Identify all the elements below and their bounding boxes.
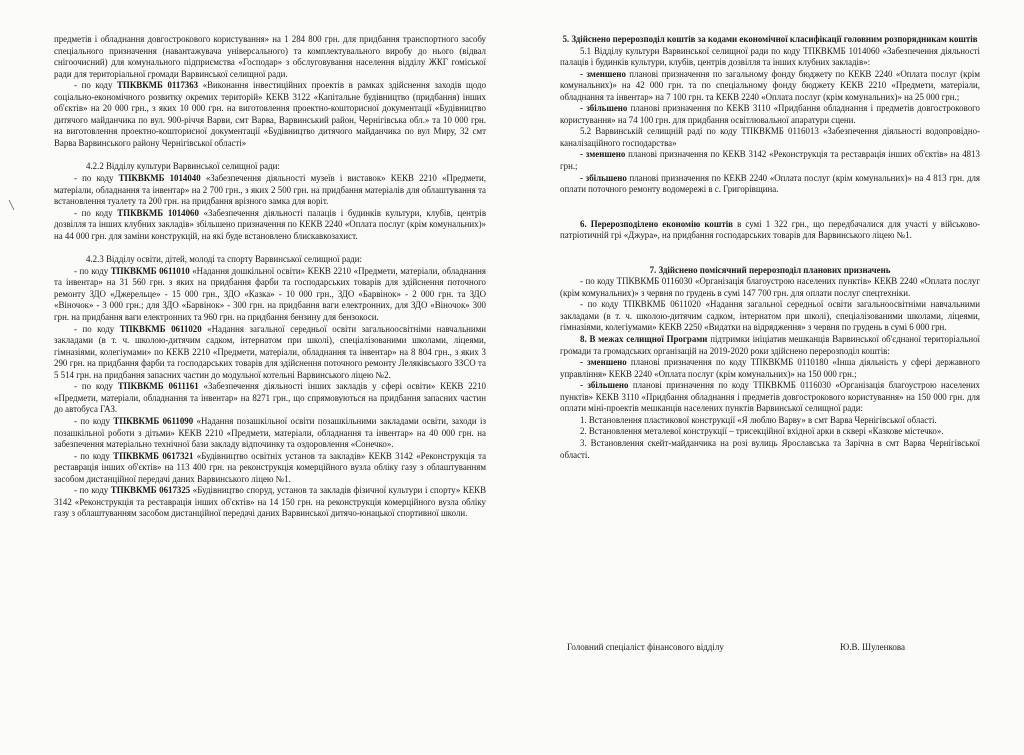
- paragraph: - збільшено планові призначення по КЕКВ 3110 «Придбання обладнання і предметів довгострокового користування» на 74 100 грн. для придбання освітлювальної апаратури сцени.: [560, 103, 980, 125]
- section-heading: 5. Здійснено перерозподіл коштів за кодами економічної класифікації головним розпорядникам коштів: [562, 34, 978, 44]
- right-column: [560, 34, 980, 461]
- paragraph: - зменшено планові призначення по загальному фонду бюджету по КЕКВ 2240 «Оплата послуг (крім комунальних)» на 42 000 грн. та по спеціальному фонду бюджету КЕКВ 2210 «Предмети, матеріали, обладнання та інвентар» на 7 100 грн. та КЕКВ 2240 «Оплата послуг (крім комунальних)» на 25 000 грн.;: [560, 68, 980, 102]
- budget-code: ТПКВКМБ 1014040: [118, 173, 201, 184]
- paragraph: - по коду ТПКВКМБ 1014040 «Забезпечення діяльності музеїв і виставок» КЕКВ 2210 «Предмети, матеріали, обладнання та інвентар» на 2 700 грн., з яких 2 500 грн. на придбання матеріалів для облаштування та встановлення туалету та 200 грн. на придбання врізного замка для воріт.: [54, 173, 487, 207]
- section-heading: 8. В межах селищної Програми підтримки ініціатив мешканців Варвинської об'єднаної територіальної громади та громадських організацій на 2019-2020 роки здійснено перерозподіл коштів:: [560, 334, 980, 356]
- section-heading: 4.2.3 Відділу освіти, дітей, молоді та спорту Варвинської селищної ради:: [86, 254, 362, 265]
- signature-name: Ю.В. Шуленкова: [840, 642, 906, 652]
- budget-code: ТПКВКМБ 0611090: [113, 415, 194, 426]
- paragraph: - по коду ТПКВКМБ 0117363 «Виконання інвестиційних проектів в рамках здійснення заходів щодо соціально-економічного розвитку окремих територій» КЕКВ 3122 «Капітальне будівництво (придбання) інших об'єктів» на 20 000 грн., з яких 10 000 грн. на виготовлення проектно-кошторисної документації «Будівництво дитячого майданчика по вул. 900-річчя Варви, смт Варва, Варвинський район, Чернігівська обл.» та 10 000 грн. на виготовлення проектно-кошторисної документації «Будівництво дитячого майданчика по вул Миру, 32 смт Варва Варвинського району Чернігівської області»: [54, 80, 487, 148]
- budget-code: ТПКВКМБ 0611010: [110, 265, 190, 276]
- paragraph: - по коду ТПКВКМБ 0611161 «Забезпечення діяльності інших закладів у сфері освіти» КЕКВ 2210 «Предмети, матеріали, обладнання та інвентар» на 8271 грн., що спрямовуються на придбання запасних частин до автобуса ГАЗ.: [54, 381, 486, 415]
- paragraph: - по коду ТПКВКМБ 0617325 «Будівництво споруд, установ та закладів фізичної культури і спорту» КЕКВ 3142 «Реконструкція та реставрація інших об'єктів» на 14 150 грн. на реконструкція комерційного вузла обліку газу з облаштуванням засобом дистанційної передачі даних Варвинської дитячо-юнацької спортивної школи.: [54, 485, 487, 519]
- paragraph: - по коду ТПКВКМБ 0617321 «Будівництво освітніх установ та закладів» КЕКВ 3142 «Реконструкція та реставрація інших об'єктів» на 113 400 грн. на реконструкція комерційного вузла обліку газу з облаштуванням засобом дистанційної передачі даних Варвинського ліцею №1.: [54, 450, 487, 484]
- budget-code: ТПКВКМБ 0611020: [119, 323, 202, 334]
- paragraph: - по коду ТПКВКМБ 0611010 «Надання дошкільної освіти» КЕКВ 2210 «Предмети, матеріали, обладнання та інвентар» на 31 560 грн. з яких на придбання фарби та господарських товарів для здійснення поточного ремонту ЗДО «Джерельце» - 15 000 грн., ЗДО «Казка» - 10 000 грн., ЗДО «Барвінок» - 2 000 грн. та ЗДО «Віночок» - 3 000 грн.; для ЗДО «Барвінок» - 300 грн. на придбання ваги електронних, для ЗДО «Віночок» 300 грн. на придбання ваги електронних та 960 грн. на придбання бензину для бензокоси.: [54, 265, 487, 323]
- paragraph: предметів і обладнання довгострокового користування» на 1 284 800 грн. для придбання транспортного засобу спеціального призначення (навантажувача універсального) та комплектувального виробу до нього (відвал снігоочисний) для комунального підприємства «Господар» з обслуговування населення відділу ЖКГ гоміської ради для територіальної громади Варвинської селищної ради.: [54, 34, 486, 79]
- paragraph: - зменшено планові призначення по КЕКВ 3142 «Реконструкція та реставрація інших об'єктів» на 4813 грн.;: [560, 149, 980, 172]
- paragraph: - по коду ТПКВКМБ 0611020 «Надання загальної середньої освіти загальноосвітніми навчальними закладами (в т. ч. школою-дитячим садком, інтернатом при школі), спеціалізованими школами, ліцеями, гімназіями, колегіумами» КЕКВ 2250 «Видатки на відрядження» з червня по грудень в сумі 6 000 грн.: [560, 299, 980, 333]
- paragraph: - по коду ТПКВКМБ 0116030 «Організація благоустрою населених пунктів» КЕКВ 2240 «Оплата послуг (крім комунальних)» з червня по грудень в сумі 147 700 грн. для оплати послуг спецтехніки.: [560, 276, 980, 298]
- budget-code: ТПКВКМБ 0617321: [113, 450, 194, 461]
- budget-code: ТПКВКМБ 0611161: [117, 381, 199, 392]
- paragraph: - збільшено планові призначення по коду ТПКВКМБ 0116030 «Організація благоустрою населених пунктів» КЕКВ 3110 «Придбання обладнання і предметів довгострокового користування» на 150 000 грн. для оплати міні-проектів мешканців населених пунктів Варвинської селищної ради:: [560, 380, 980, 414]
- list-item: 1. Встановлення пластикової конструкції «Я люблю Варву» в смт Варва Чернігівської області.: [580, 414, 937, 425]
- paragraph: - по коду ТПКВКМБ 0611090 «Надання позашкільної освіти позашкільними закладами освіти, заходи із позашкільної роботи з дітьми» КЕКВ 2210 «Предмети, матеріали, обладнання та інвентар» на 40 000 грн. на забезпечення матеріально технічної бази закладу відпочинку та оздоровлення «Сонечко».: [54, 415, 486, 450]
- signature-position: Головний спеціаліст фінансового відділу: [567, 642, 724, 652]
- section-heading: 7. Здійснено помісячний перерозподіл планових призначень: [649, 264, 891, 275]
- paragraph: - зменшено планові призначення по коду ТПКВКМБ 0110180 «Інша діяльність у сфері державного управління» КЕКВ 2240 «Оплата послуг (крім комунальних)» на 150 000 грн.;: [560, 357, 980, 379]
- paragraph: 5.2 Варвинській селищній раді по коду ТПКВКМБ 0116013 «Забезпечення діяльності водопровідно-каналізаційного господарства»: [560, 126, 980, 148]
- budget-code: ТПКВКМБ 0117363: [117, 80, 199, 91]
- list-item: 2. Встановлення металевої конструкції – трисекційної вхідної арки в сквері «Казкове містечко».: [580, 426, 944, 437]
- paragraph: - збільшено планові призначення по КЕКВ 2240 «Оплата послуг (крім комунальних)» на 4 813 грн. для оплати поточного ремонту водомережі в с. Григорівщина.: [560, 172, 980, 195]
- margin-mark: [8, 198, 16, 212]
- budget-code: ТПКВКМБ 0617325: [110, 485, 191, 496]
- section-heading: 6. Перерозподілено економію коштів в сумі 1 322 грн., що передбачалися для участі у військово-патріотичній грі «Джура», на придбання господарських товарів для Варвинського ліцею №1.: [560, 218, 980, 241]
- budget-code: ТПКВКМБ 1014060: [117, 207, 199, 218]
- paragraph: 5.1 Відділу культури Варвинської селищної ради по коду ТПКВКМБ 1014060 «Забезпечення діяльності палаців і будинків культури, клубів, центрів дозвілля та інших клубних закладів»:: [560, 45, 980, 68]
- paragraph: - по коду ТПКВКМБ 1014060 «Забезпечення діяльності палаців і будинків культури, клубів, центрів дозвілля та інших клубних закладів» збільшено призначення по КЕКВ 2240 «Оплата послуг (крім комунальних)» на 44 000 грн. для заміни конструкцій, на які буде встановлено блискавкозахист.: [54, 207, 487, 241]
- section-heading: 4.2.2 Відділу культури Варвинської селищної ради:: [86, 161, 280, 172]
- paragraph: - по коду ТПКВКМБ 0611020 «Надання загальної середньої освіти загальноосвітніми навчальними закладами (в т. ч. школою-дитячим садком, інтернатом при школі), спеціалізованими школами, ліцеями, гімназіями, колегіумами» по КЕКВ 2210 «Предмети, матеріали, обладнання та інвентар» на 8 804 грн., з яких 3 290 грн. на придбання фарби та господарських товарів для здійснення поточного ремонту Леляківського ЗЗСО та 5 514 грн. на придбання запасних частин до модульної котельні Варвинського ліцею №2.: [54, 323, 486, 380]
- list-item: 3. Встановлення скейт-майданчика на розі вулиць Ярославська та Зарічна в смт Варва Чернігівської області.: [560, 437, 980, 460]
- left-column: [54, 34, 486, 520]
